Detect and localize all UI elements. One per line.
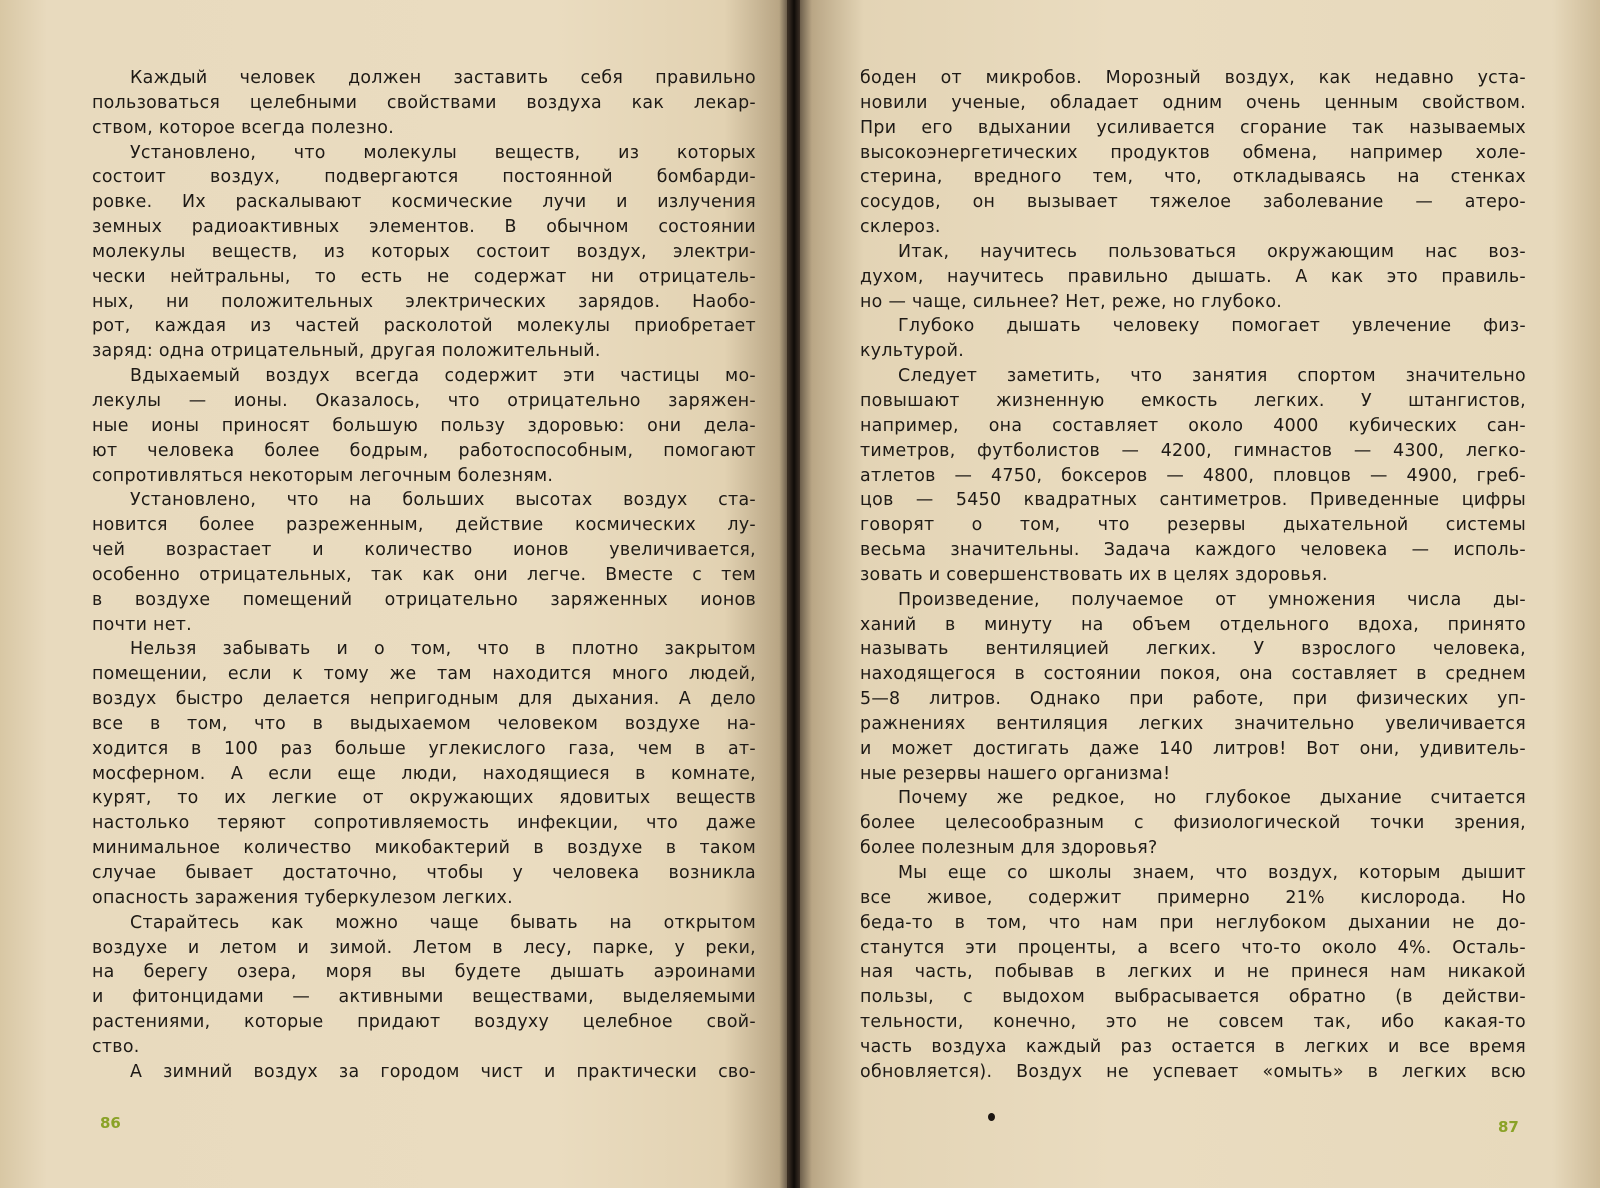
- text-line: на берегу озера, моря вы будете дышать аэроинами: [92, 962, 756, 983]
- right-page: [800, 0, 1600, 1188]
- text-line: чески нейтральны, то есть не содержат ни отрицатель-: [92, 266, 756, 287]
- text-line: склероз.: [860, 217, 941, 238]
- text-line: Мы еще со школы знаем, что воздух, которым дышит: [898, 863, 1526, 883]
- text-line: Установлено, что молекулы веществ, из которых: [130, 142, 756, 163]
- text-line: чей возрастает и количество ионов увеличивается,: [92, 540, 756, 561]
- text-line: 5—8 литров. Однако при работе, при физических уп-: [860, 689, 1526, 710]
- text-line: молекулы веществ, из которых состоит воздух, электри-: [92, 241, 756, 262]
- text-line: Установлено, что на больших высотах воздух ста-: [130, 490, 756, 511]
- text-line: случае бывает достаточно, чтобы у человека возникла: [92, 863, 756, 883]
- text-line: сосудов, он вызывает тяжелое заболевание — атеро-: [860, 192, 1526, 213]
- text-line: все живое, содержит примерно 21% кислорода. Но: [860, 887, 1526, 908]
- text-line: Глубоко дышать человеку помогает увлечение физ-: [898, 316, 1526, 337]
- text-line: заряд: одна отрицательный, другая положительный.: [92, 341, 601, 362]
- book-gutter: [788, 0, 800, 1188]
- text-line: курят, то их легкие от окружающих ядовитых веществ: [92, 788, 756, 809]
- text-line: называть вентиляцией легких. У взрослого человека,: [860, 639, 1526, 660]
- text-line: Старайтесь как можно чаще бывать на открытом: [130, 912, 756, 933]
- text-line: и может достигать даже 140 литров! Вот они, удивитель-: [860, 738, 1526, 759]
- text-line: часть воздуха каждый раз остается в легких и все время: [860, 1036, 1526, 1057]
- text-line: ходится в 100 раз больше углекислого газа, чем в ат-: [92, 738, 756, 759]
- text-line: и фитонцидами — активными веществами, выделяемыми: [92, 987, 756, 1008]
- text-line: находящегося в состоянии покоя, она составляет в среднем: [860, 664, 1526, 685]
- text-line: боден от микробов. Морозный воздух, как недавно уста-: [860, 68, 1526, 88]
- text-line: обновляется). Воздух не успевает «омыть» в легких всю: [860, 1061, 1526, 1082]
- text-line: пользоваться целебными свойствами воздуха как лекар-: [92, 92, 756, 113]
- text-line: в воздухе помещений отрицательно заряженных ионов: [92, 589, 756, 610]
- text-line: цов — 5450 квадратных сантиметров. Приведенные цифры: [860, 490, 1526, 511]
- right-page-text: [860, 66, 1526, 1085]
- text-line: ных, ни положительных электрических зарядов. Наобо-: [92, 291, 756, 312]
- text-line: например, она составляет около 4000 кубических сан-: [860, 415, 1526, 436]
- text-line: лекулы — ионы. Оказалось, что отрицательно заряжен-: [92, 390, 756, 411]
- text-line: ные резервы нашего организма!: [860, 763, 1171, 784]
- text-line: растениями, которые придают воздуху целебное свой-: [92, 1012, 756, 1033]
- text-line: более полезным для здоровья?: [860, 838, 1158, 859]
- text-line: тельности, конечно, это не совсем так, ибо какая-то: [860, 1012, 1526, 1033]
- text-line: воздухе и летом и зимой. Летом в лесу, парке, у реки,: [92, 937, 756, 958]
- text-line: почти нет.: [92, 614, 192, 635]
- text-line: рот, каждая из частей расколотой молекулы приобретает: [92, 316, 756, 337]
- text-line: состоит воздух, подвергаются постоянной бомбарди-: [92, 167, 756, 188]
- text-line: пользы, с выдохом выбрасывается обратно (в действи-: [860, 987, 1526, 1008]
- text-line: ные ионы приносят большую пользу здоровью: они дела-: [92, 415, 756, 436]
- text-line: воздух быстро делается непригодным для дыхания. А дело: [92, 689, 756, 710]
- text-line: помещении, если к тому же там находится много людей,: [92, 664, 756, 685]
- text-line: тиметров, футболистов — 4200, гимнастов — 4300, легко-: [860, 440, 1526, 461]
- text-line: При его вдыхании усиливается сгорание так называемых: [860, 117, 1526, 138]
- text-line: высокоэнергетических продуктов обмена, например холе-: [860, 142, 1526, 163]
- text-line: мосферном. А если еще люди, находящиеся в комнате,: [92, 763, 756, 784]
- text-line: ражнениях вентиляция легких значительно увеличивается: [860, 713, 1526, 734]
- text-line: весьма значительны. Задача каждого человека — исполь-: [860, 540, 1526, 561]
- text-line: А зимний воздух за городом чист и практически сво-: [130, 1061, 756, 1082]
- left-page-number: 86: [100, 1114, 121, 1132]
- text-line: духом, научитесь правильно дышать. А как это правиль-: [860, 266, 1526, 287]
- text-line: ная часть, побывав в легких и не принеся нам никакой: [860, 962, 1526, 983]
- text-line: особенно отрицательных, так как они легче. Вместе с тем: [92, 564, 756, 585]
- text-line: настолько теряют сопротивляемость инфекции, что даже: [92, 813, 756, 834]
- text-line: но — чаще, сильнее? Нет, реже, но глубоко.: [860, 291, 1283, 312]
- text-line: Следует заметить, что занятия спортом значительно: [898, 366, 1526, 387]
- text-line: Почему же редкое, но глубокое дыхание считается: [898, 788, 1526, 809]
- left-page: [0, 0, 788, 1188]
- text-line: беда-то в том, что нам при неглубоком дыхании не до-: [860, 912, 1526, 933]
- text-line: более целесообразным с физиологической точки зрения,: [860, 813, 1526, 834]
- text-line: новили ученые, обладает одним очень ценным свойством.: [860, 92, 1526, 113]
- text-line: минимальное количество микобактерий в воздухе в таком: [92, 838, 756, 859]
- text-line: зовать и совершенствовать их в целях здоровья.: [860, 564, 1328, 585]
- text-line: все в том, что в выдыхаемом человеком воздухе на-: [92, 713, 756, 734]
- text-line: атлетов — 4750, боксеров — 4800, пловцов — 4900, греб-: [860, 465, 1526, 486]
- left-page-text: [92, 66, 756, 1085]
- text-line: новится более разреженным, действие космических лу-: [92, 515, 756, 536]
- text-line: ют человека более бодрым, работоспособным, помогают: [92, 440, 756, 461]
- text-line: ством, которое всегда полезно.: [92, 117, 395, 138]
- text-line: сопротивляться некоторым легочным болезням.: [92, 465, 554, 486]
- text-line: Каждый человек должен заставить себя правильно: [130, 68, 756, 88]
- text-line: ство.: [92, 1036, 140, 1057]
- text-line: Нельзя забывать и о том, что в плотно закрытом: [130, 639, 756, 660]
- text-line: говорят о том, что резервы дыхательной системы: [860, 515, 1526, 536]
- text-line: Произведение, получаемое от умножения числа ды-: [898, 589, 1526, 610]
- text-line: ровке. Их раскалывают космические лучи и излучения: [92, 192, 756, 213]
- text-line: опасность заражения туберкулезом легких.: [92, 887, 513, 908]
- text-line: ханий в минуту на объем отдельного вдоха, принято: [860, 614, 1526, 635]
- text-line: Итак, научитесь пользоваться окружающим нас воз-: [898, 241, 1526, 262]
- right-page-number: 87: [1498, 1118, 1519, 1136]
- text-line: повышают жизненную емкость легких. У штангистов,: [860, 390, 1526, 411]
- text-line: стерина, вредного тем, что, откладываясь на стенках: [860, 167, 1526, 188]
- text-line: Вдыхаемый воздух всегда содержит эти частицы мо-: [130, 366, 756, 387]
- text-line: станутся эти проценты, а всего что-то около 4%. Осталь-: [860, 937, 1526, 958]
- text-line: культурой.: [860, 341, 965, 362]
- text-line: земных радиоактивных элементов. В обычном состоянии: [92, 217, 756, 238]
- ink-spot: [988, 1113, 995, 1121]
